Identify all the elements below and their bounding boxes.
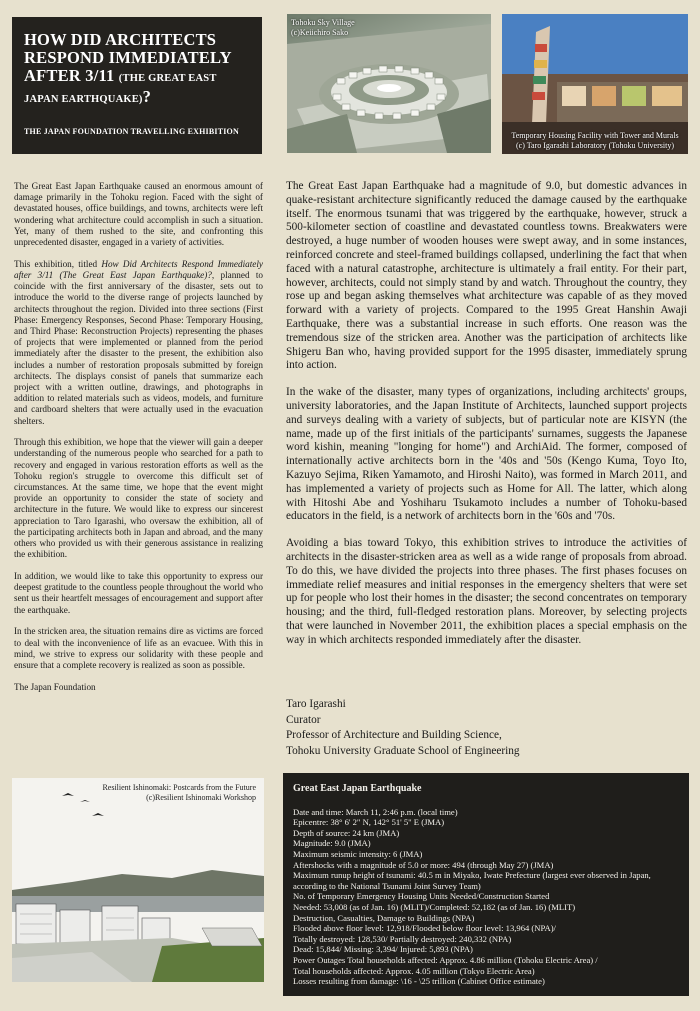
ishinomaki-caption: Resilient Ishinomaki: Postcards from the Future (c)Resilient Ishinomaki Workshop [102, 783, 256, 802]
fact-line: Losses resulting from damage: \16 - \25 trillion (Cabinet Office estimate) [293, 976, 545, 987]
sky-village-caption: Tohoku Sky Village (c)Keiichiro Sako [291, 18, 355, 37]
fact-line: No. of Temporary Emergency Housing Units Needed/Construction Started [293, 891, 550, 902]
curator-school: Tohoku University Graduate School of Engineering [286, 744, 520, 757]
earthquake-facts-box [283, 773, 689, 996]
curator-essay [286, 180, 687, 661]
exhibition-paragraph: This exhibition, titled How Did Architects Respond Immediately after 3/11 (The Great East Japan Earthquake)?, planned to coincide with the first anniversary of the disaster, sets out to introduce the world to the diverse range of projects launched by architects throughout the region. Divided into three sections (First Phase: Emergency Responses, Second Phase: Temporary Housing, and Third Phase: Reconstruction Projects) representing the phases of projects that were implemented or planned from the period immediately after the disaster to the present, the exhibition also includes a number of restoration proposals submitted by foreign architects. The displays consist of panels that summarize each project with a written outline, drawings, and photographs in addition to related materials such as videos, models, and furniture and cardboard shelters that were actually used in the evacuation shelters. [14, 258, 263, 426]
intro-paragraph: The Great East Japan Earthquake caused an enormous amount of damage primarily in the Tohoku region. Faced with the sight of devastated houses, office buildings, and towns, architects were left wondering what architecture could accomplish in such a situation. Yet, many of them rushed to the site, and confronting this unprecedented disaster, engaged in a variety of activities. [14, 181, 263, 248]
ishinomaki-illustration [12, 778, 264, 982]
curator-role: Curator [286, 713, 321, 726]
essay-paragraph-2: In the wake of the disaster, many types of organizations, including architects' groups, university laboratories, and the Japan Institute of Architects, launched support projects and surveys dealing with a variety of subjects, but of particular note are KISYN (the name, made up of the first initials of the participants' surnames, suggests the Japanese word kishin, meaning "longing for home") and ArchiAid. The former, composed of internationally active architects born in the '40s and '50s (Kengo Kuma, Toyo Ito, Kazuyo Sejima, Riken Yamamoto, and Hiroshi Naito), was formed in March 2011, and has implemented a variety of projects such as Home for All. The latter, which along with Hitoshi Abe and Yoshiharu Tsukamoto includes a number of Tohoku-based educators in the field, is a network of architects born in the '60s and '70s. [286, 386, 687, 523]
curator-signature [286, 697, 687, 759]
hope-paragraph: Through this exhibition, we hope that the viewer will gain a deeper understanding of the numerous people who searched for a path to recovery and engaged in various restoration efforts as well as the Tohoku region's struggle to overcome this difficult set of circumstances. At the same time, we hope that the event might provide an opportunity to consider the state of society and architecture in the future. We would like to express our sincerest appreciation to Taro Igarashi, who oversaw the exhibition, all of the participating architects both in Japan and abroad, and the many others who provided us with their generous assistance in realizing the exhibition. [14, 437, 263, 560]
curator-position: Professor of Architecture and Building Science, [286, 729, 502, 741]
fact-line: Maximum seismic intensity: 6 (JMA) [293, 848, 423, 859]
essay-paragraph-3: Avoiding a bias toward Tokyo, this exhibition strives to introduce the activities of architects in the disaster-stricken area as well as a wide range of proposals from abroad. To do this, we have divided the projects into three phases. The first phases focuses on immediate relief measures and initial responses in the emergency shelters that were set up for people who lost their homes in the disaster; the second concentrates on temporary housing; and the third, full-fledged restoration plans. Moreover, by selecting projects that were launched in November 2011, the exhibition places a special emphasis on the way in which architects responded immediately after the disaster. [286, 537, 687, 646]
gratitude-paragraph: In addition, we would like to take this opportunity to express our deepest gratitude to the countless people throughout the world who sent us their heartfelt messages of encouragement and support after the earthquake. [14, 571, 263, 615]
essay-paragraph-1: The Great East Japan Earthquake had a magnitude of 9.0, but domestic advances in quake-resistant architecture significantly reduced the damage caused by the earthquake itself. The enormous tsunami that was triggered by the earthquake, however, struck a 500-kilometer section of coastline and devastated countless towns. Breakwaters were destroyed, a huge number of wooden houses were swept away, and in some instances, reinforced concrete and steel-framed buildings collapsed, underlining the fact that when faced with a natural catastrophe, architecture is ultimately a frail entity. For their part, however, architects, could not simply stand by and watch. Throughout the country, they rose up and began asking themselves what architecture was capable of as they moved forward with a variety of projects. Compared to the 1995 Great Hanshin Awaji Earthquake, there was a substantial increase in such efforts. One reason was the tremendous size of the stricken area. Another was the participation of architects like Shigeru Ban who, having provided support for the 1995 disaster, immediately sprung into action. [286, 180, 687, 372]
sky-village-photo [287, 14, 491, 153]
facts-heading: Great East Japan Earthquake [293, 783, 422, 794]
fact-line: Dead: 15,844/ Missing: 3,394/ Injured: 5,893 (NPA) [293, 944, 473, 955]
exhibition-title: HOW DID ARCHITECTS RESPOND IMMEDIATELY AFTER 3/11 (THE GREAT EAST JAPAN EARTHQUAKE)? [24, 30, 232, 106]
exhibition-title-box [12, 17, 262, 154]
exhibition-subtitle: THE JAPAN FOUNDATION TRAVELLING EXHIBITION [24, 127, 239, 136]
fact-line: Flooded above floor level: 12,918/Flooded below floor level: 13,964 (NPA)/ [293, 923, 556, 934]
fact-line: Maximum runup height of tsunami: 40.5 m in Miyako, Iwate Prefecture (largest ever observed in Japan, according to the National Tsunami Joint Survey Team) [293, 870, 651, 891]
fact-line: Total households affected: Approx. 4.05 million (Tokyo Electric Area) [293, 965, 535, 976]
fact-line: Magnitude: 9.0 (JMA) [293, 838, 371, 849]
curator-name: Taro Igarashi [286, 698, 346, 710]
fact-line: Date and time: March 11, 2:46 p.m. (local time) [293, 806, 458, 817]
exhibition-title-italic: How Did Architects Respond Immediately after 3/11 (The Great East Japan Earthquake)? [14, 258, 263, 280]
fact-line: Epicentre: 38° 6' 2" N, 142° 51' 5" E (JMA) [293, 817, 445, 828]
fact-line: Totally destroyed: 128,530/ Partially destroyed: 240,332 (NPA) [293, 933, 512, 944]
temporary-housing-caption: Temporary Housing Facility with Tower and Murals (c) Taro Igarashi Laboratory (Tohoku University) [511, 131, 679, 150]
fact-line: Depth of source: 24 km (JMA) [293, 827, 400, 838]
ishinomaki-photo [12, 778, 264, 982]
fact-line: Needed: 53,008 (as of Jan. 16) (MLIT)/Completed: 52,182 (as of Jan. 16) (MLIT) [293, 901, 576, 912]
fact-line: Power Outages Total households affected: Approx. 4.86 million (Tohoku Electric Area) / [293, 954, 598, 965]
foundation-statement [14, 181, 263, 703]
foundation-signature: The Japan Foundation [14, 681, 96, 692]
solidarity-paragraph: In the stricken area, the situation remains dire as victims are forced to deal with the inconvenience of life as an evacuee. With this in mind, we strive to express our solidarity with these people and ensure that a complete recovery is realized as soon as possible. [14, 626, 263, 670]
fact-line: Aftershocks with a magnitude of 5.0 or more: 494 (through May 27) (JMA) [293, 859, 554, 870]
fact-line: Destruction, Casualties, Damage to Buildings (NPA) [293, 912, 475, 923]
temporary-housing-photo [502, 14, 688, 154]
